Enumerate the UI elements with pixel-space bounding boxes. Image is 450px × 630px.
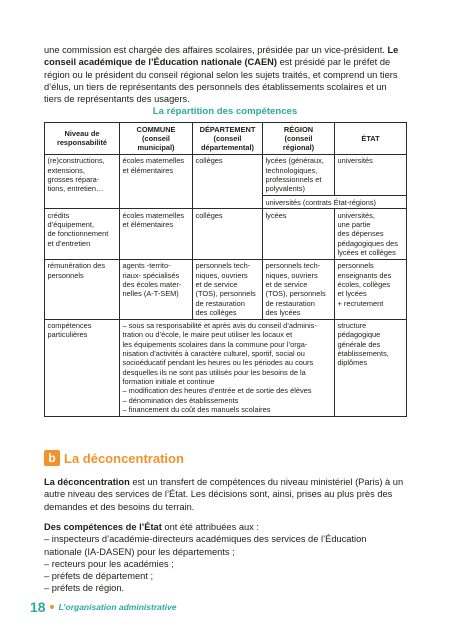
header-region: RÉGION (conseil régional) <box>263 123 335 155</box>
cell-commune: écoles maternelles et élémentaires <box>120 154 193 208</box>
cell-region: lycées (généraux, technologiques, professionnels et polyvalents) <box>263 154 335 195</box>
list-item: – préfets de région. <box>44 583 125 594</box>
cell-commune: agents -territo- riaux- spécialisés des écoles mater- nelles (A-T-SEM) <box>120 259 193 319</box>
cell-etat: personnels enseignants des écoles, collèges et lycées + recrutement <box>335 259 407 319</box>
cell-departement: collèges <box>193 154 263 208</box>
table-row <box>45 154 407 195</box>
section-title: La déconcentration <box>64 450 184 466</box>
cell-level: (re)constructions, extensions, grosses répara- tions, entretien… <box>45 154 120 208</box>
cell-etat: structure pédagogique générale des établissements, diplômes <box>335 319 407 416</box>
page-footer <box>30 599 177 615</box>
header-level: Niveau de responsabilité <box>45 123 120 155</box>
cell-level: compétences particulières <box>45 319 120 416</box>
section-letter-badge: b <box>44 450 60 466</box>
footer-title: L’organisation administrative <box>58 602 177 612</box>
intro-paragraph: une commission est chargée des affaires scolaires, présidée par un vice-président. Le conseil académique de l’Éducation nationale (CAEN) est présidé par le préfet de région ou le président du conseil régional selon les sujets traités, et comprend un tiers d’élus, un tiers de représentants des personnels des établissements scolaires et un tiers de représentants des usagers. <box>44 45 399 105</box>
cell-region: lycées <box>263 209 335 259</box>
competences-list <box>44 521 406 595</box>
list-item: – recteurs pour les académies ; <box>44 558 174 569</box>
list-intro: Des compétences de l’État ont été attribuées aux : <box>44 522 259 532</box>
cell-level: rémunération des personnels <box>45 259 120 319</box>
list-item: – préfets de département ; <box>44 571 154 582</box>
cell-departement: collèges <box>193 209 263 259</box>
table-row <box>45 259 407 319</box>
cell-departement: personnels tech- niques, ouvriers et de service (TOS), personnels de restauration des collèges <box>193 259 263 319</box>
page-number: 18 <box>30 599 46 615</box>
competences-table <box>44 122 407 417</box>
cell-etat: universités <box>335 154 407 195</box>
table-row <box>45 209 407 259</box>
table-row <box>45 319 407 416</box>
cell-etat: universités, une partie des dépenses pédagogiques des lycées et collèges <box>335 209 407 259</box>
list-item: – inspecteurs d’académie-directeurs académiques des services de l’Éducation nationale (IA-DASEN) pour les départements ; <box>44 534 367 557</box>
header-departement: DÉPARTEMENT (conseil départemental) <box>193 123 263 155</box>
deconcentration-paragraph: La déconcentration est un transfert de compétences du niveau ministériel (Paris) à un autre niveau des services de l’État. Les décisions sont, ainsi, prises au plus près des demandes et des besoins du terrain. <box>44 477 404 512</box>
table-header-row <box>45 123 407 155</box>
table-title: La répartition des compétences <box>152 106 298 117</box>
cell-level: crédits d’équipement, de fonctionnement et d’entretien <box>45 209 120 259</box>
section-b-heading <box>44 449 184 467</box>
cell-region: personnels tech- niques, ouvriers et de service (TOS), personnels de restauration des lycées <box>263 259 335 319</box>
cell-shared-region-etat: universités (contrats État-régions) <box>263 196 407 209</box>
header-etat: ÉTAT <box>335 123 407 155</box>
header-commune: COMMUNE (conseil municipal) <box>120 123 193 155</box>
cell-commune: écoles maternelles et élémentaires <box>120 209 193 259</box>
cell-merged-competences: – sous sa responsabilité et après avis du conseil d’adminis- tration ou d’école, le maire peut utiliser les locaux et les équipements scolaires dans la commune pour l’orga- nisation d’activités à caractère culturel, sportif, social ou socioéducatif pendant les heures ou les périodes au cours desquelles ils ne sont pas utilisés pour les besoins de la formation initiale et continue – modification des heures d’entrée et de sortie des élèves – dénomination des établissements – financement du coût des manuels scolaires <box>120 319 335 416</box>
bullet-icon <box>50 605 54 609</box>
